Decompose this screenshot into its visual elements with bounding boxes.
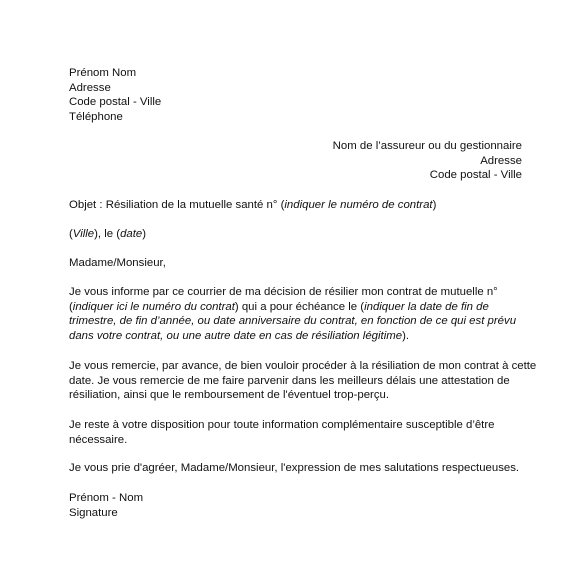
p1-l4-close: ). xyxy=(402,329,410,342)
sender-postal-city: Code postal - Ville xyxy=(69,96,162,109)
place-date-close: ) xyxy=(142,228,147,240)
recipient-block xyxy=(333,139,522,183)
recipient-address: Adresse xyxy=(480,154,522,167)
signature-label: Signature xyxy=(69,506,118,519)
p1-line-1: Je vous informe par ce courrier de ma décision de résilier mon contrat de mutuelle n° xyxy=(69,286,498,298)
object-line xyxy=(69,198,529,213)
signature-block xyxy=(69,491,529,520)
p3-line-1: Je reste à votre disposition pour toute information complémentaire susceptible d’être xyxy=(69,419,495,431)
p1-l2-italic-2: indiquer la date de fin de xyxy=(364,300,489,313)
p1-line-4 xyxy=(69,329,529,344)
object-suffix: ) xyxy=(432,199,437,211)
place-city: Ville xyxy=(72,228,95,240)
salutation xyxy=(69,256,529,271)
paragraph-3 xyxy=(69,418,529,447)
p2-line-3: résiliation, ainsi que le remboursement de l'éventuel trop-perçu. xyxy=(69,389,390,402)
paragraph-1 xyxy=(69,285,529,343)
closing-text: Je vous prie d'agréer, Madame/Monsieur, l'expression de mes salutations respectueuses. xyxy=(69,462,520,474)
p1-line-3: trimestre, de fin d’année, ou date anniversaire du contrat, en fonction de ce qui est prévu xyxy=(69,315,517,328)
sender-name: Prénom Nom xyxy=(69,67,137,79)
sender-address: Adresse xyxy=(69,81,111,94)
sender-phone: Téléphone xyxy=(69,110,123,123)
p2-line-2: date. Je vous remercie de me faire parvenir dans les meilleurs délais une attestation de xyxy=(69,374,510,387)
object-prefix: Objet : Résiliation de la mutuelle santé n° ( xyxy=(69,199,285,211)
place-date-open: ( xyxy=(69,228,73,240)
p1-line-2 xyxy=(69,300,529,315)
recipient-postal-city: Code postal - Ville xyxy=(429,169,522,182)
p1-l2-mid: ) qui a pour échéance le ( xyxy=(234,300,365,313)
p1-l4-italic: dans votre contrat, ou une autre date en cas de résiliation légitime xyxy=(69,329,403,342)
p1-l2-italic-1: indiquer ici le numéro du contrat xyxy=(72,300,235,313)
object-placeholder: indiquer le numéro de contrat xyxy=(284,199,433,211)
p3-line-2: nécessaire. xyxy=(69,433,128,446)
recipient-name: Nom de l’assureur ou du gestionnaire xyxy=(332,140,522,152)
place-date-line xyxy=(69,227,529,242)
p2-line-1: Je vous remercie, par avance, de bien vouloir procéder à la résiliation de mon contrat à cette xyxy=(69,360,537,372)
salutation-text: Madame/Monsieur, xyxy=(69,257,166,269)
closing xyxy=(69,461,529,476)
place-date-mid: ), le ( xyxy=(94,228,121,240)
signature-name: Prénom - Nom xyxy=(69,492,144,504)
sender-block xyxy=(69,66,529,124)
paragraph-2 xyxy=(69,359,537,403)
place-date: date xyxy=(120,228,143,240)
p1-l2-open: ( xyxy=(69,300,73,313)
